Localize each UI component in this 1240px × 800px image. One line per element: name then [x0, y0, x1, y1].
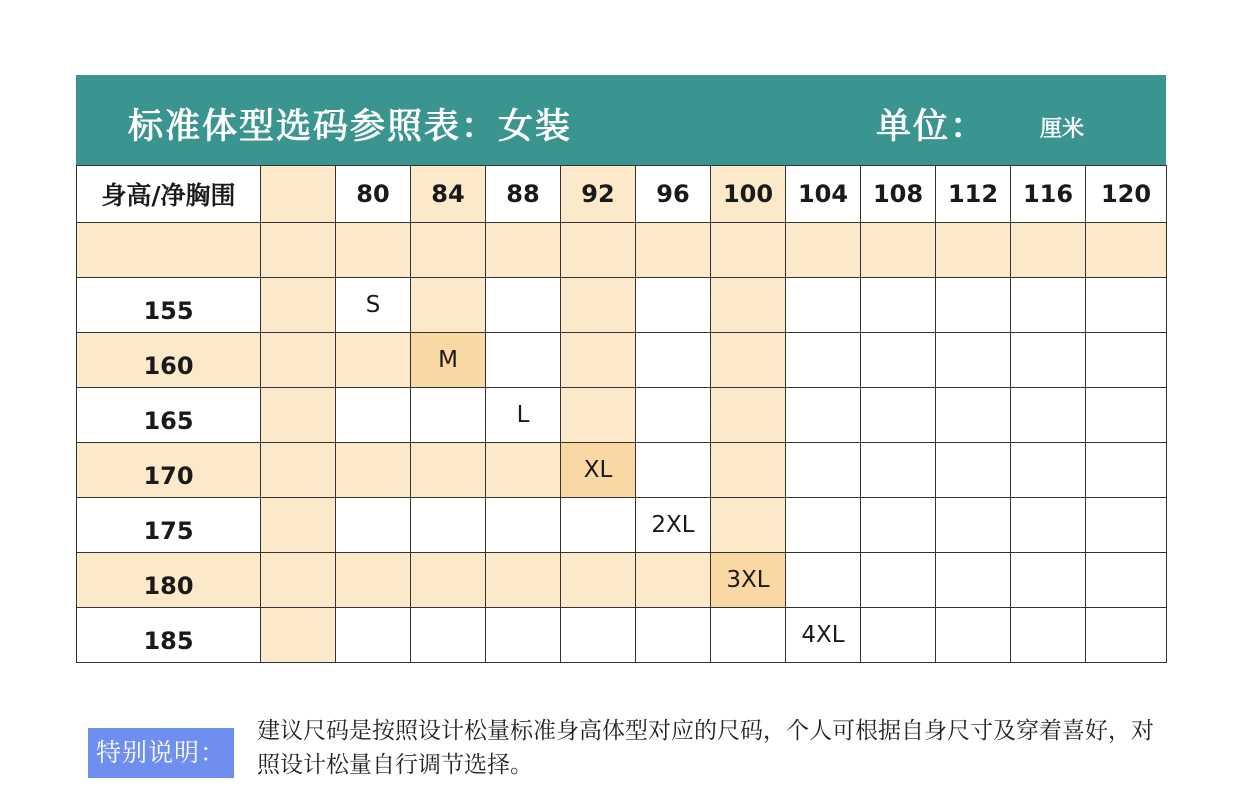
table-cell	[936, 443, 1011, 498]
table-cell	[1011, 498, 1086, 553]
table-header-banner	[76, 75, 1166, 165]
corner-header: 身高/净胸围	[77, 166, 261, 223]
chest-column-header: 80	[336, 166, 411, 223]
table-cell	[1086, 443, 1167, 498]
table-cell	[936, 278, 1011, 333]
table-cell	[411, 278, 486, 333]
table-cell	[561, 333, 636, 388]
table-cell	[786, 223, 861, 278]
table-cell	[486, 608, 561, 663]
table-cell	[861, 333, 936, 388]
table-cell	[636, 388, 711, 443]
table-cell	[936, 333, 1011, 388]
table-cell	[711, 608, 786, 663]
table-cell	[486, 278, 561, 333]
table-cell	[261, 388, 336, 443]
table-row	[77, 388, 1167, 443]
table-cell	[711, 333, 786, 388]
table-cell	[636, 608, 711, 663]
table-cell	[636, 333, 711, 388]
table-cell	[411, 443, 486, 498]
chest-column-header: 96	[636, 166, 711, 223]
table-cell	[261, 608, 336, 663]
table-cell	[561, 498, 636, 553]
table-cell	[861, 498, 936, 553]
chest-column-header: 120	[1086, 166, 1167, 223]
size-cell: 4XL	[786, 608, 861, 663]
table-cell	[861, 388, 936, 443]
chest-column-header: 88	[486, 166, 561, 223]
table-cell	[786, 333, 861, 388]
table-cell	[561, 278, 636, 333]
chest-column-header: 112	[936, 166, 1011, 223]
chest-column-header: 100	[711, 166, 786, 223]
chest-column-header: 108	[861, 166, 936, 223]
table-cell	[261, 333, 336, 388]
table-cell	[1086, 333, 1167, 388]
table-cell	[261, 443, 336, 498]
size-chart-table	[76, 165, 1167, 663]
size-cell: 2XL	[636, 498, 711, 553]
table-cell	[486, 333, 561, 388]
table-cell	[1086, 553, 1167, 608]
table-row	[77, 443, 1167, 498]
table-cell	[336, 443, 411, 498]
unit-label: 单位：	[876, 107, 988, 147]
size-cell: M	[411, 333, 486, 388]
table-cell	[1011, 333, 1086, 388]
table-cell	[636, 278, 711, 333]
size-cell: S	[336, 278, 411, 333]
table-cell	[936, 553, 1011, 608]
table-cell	[336, 608, 411, 663]
table-cell	[936, 388, 1011, 443]
table-cell	[1011, 443, 1086, 498]
table-cell	[486, 498, 561, 553]
table-cell	[861, 608, 936, 663]
chest-column-header	[261, 166, 336, 223]
table-cell	[336, 333, 411, 388]
table-cell	[561, 553, 636, 608]
table-cell	[1011, 608, 1086, 663]
table-cell	[561, 223, 636, 278]
table-cell	[786, 498, 861, 553]
table-cell	[936, 223, 1011, 278]
table-header-row	[77, 166, 1167, 223]
table-cell	[261, 278, 336, 333]
table-cell	[1086, 608, 1167, 663]
table-cell	[561, 388, 636, 443]
height-row-label: 160	[77, 333, 261, 388]
table-cell	[786, 388, 861, 443]
table-row	[77, 223, 1167, 278]
table-row	[77, 278, 1167, 333]
unit-value: 厘米	[1040, 117, 1085, 142]
table-cell	[336, 498, 411, 553]
table-row	[77, 498, 1167, 553]
table-cell	[1011, 553, 1086, 608]
chest-column-header: 84	[411, 166, 486, 223]
note-label: 特别说明：	[88, 728, 234, 778]
table-cell	[561, 608, 636, 663]
table-cell	[1011, 278, 1086, 333]
size-cell: 3XL	[711, 553, 786, 608]
table-cell	[786, 278, 861, 333]
table-cell	[336, 553, 411, 608]
size-cell: XL	[561, 443, 636, 498]
table-row	[77, 553, 1167, 608]
table-cell	[636, 443, 711, 498]
height-row-label: 185	[77, 608, 261, 663]
table-cell	[1086, 223, 1167, 278]
table-cell	[486, 443, 561, 498]
table-cell	[1086, 498, 1167, 553]
height-row-label: 175	[77, 498, 261, 553]
table-cell	[411, 498, 486, 553]
table-cell	[1011, 223, 1086, 278]
table-cell	[1011, 388, 1086, 443]
table-cell	[861, 553, 936, 608]
table-cell	[411, 608, 486, 663]
height-row-label: 180	[77, 553, 261, 608]
table-cell	[711, 388, 786, 443]
page-title: 标准体型选码参照表：女装	[128, 107, 573, 147]
table-cell	[261, 223, 336, 278]
table-row	[77, 333, 1167, 388]
table-cell	[786, 553, 861, 608]
table-cell	[486, 223, 561, 278]
chest-column-header: 116	[1011, 166, 1086, 223]
table-cell	[1086, 388, 1167, 443]
table-cell	[861, 443, 936, 498]
table-cell	[411, 388, 486, 443]
chest-column-header: 104	[786, 166, 861, 223]
table-cell	[636, 553, 711, 608]
note-text: 建议尺码是按照设计松量标准身高体型对应的尺码，个人可根据自身尺寸及穿着喜好，对照设计松量自行调节选择。	[257, 718, 1154, 778]
table-row	[77, 608, 1167, 663]
table-cell	[711, 443, 786, 498]
table-cell	[936, 608, 1011, 663]
table-cell	[861, 223, 936, 278]
table-cell	[936, 498, 1011, 553]
table-cell	[711, 278, 786, 333]
height-row-label: 155	[77, 278, 261, 333]
height-row-label: 165	[77, 388, 261, 443]
table-cell	[486, 553, 561, 608]
table-cell	[861, 278, 936, 333]
table-cell	[1086, 278, 1167, 333]
table-cell	[336, 223, 411, 278]
table-cell	[411, 553, 486, 608]
table-cell	[636, 223, 711, 278]
table-cell	[261, 553, 336, 608]
table-cell	[711, 223, 786, 278]
table-cell	[786, 443, 861, 498]
size-cell: L	[486, 388, 561, 443]
table-cell	[261, 498, 336, 553]
table-cell	[411, 223, 486, 278]
table-cell	[711, 498, 786, 553]
height-row-label	[77, 223, 261, 278]
height-row-label: 170	[77, 443, 261, 498]
table-cell	[336, 388, 411, 443]
chest-column-header: 92	[561, 166, 636, 223]
